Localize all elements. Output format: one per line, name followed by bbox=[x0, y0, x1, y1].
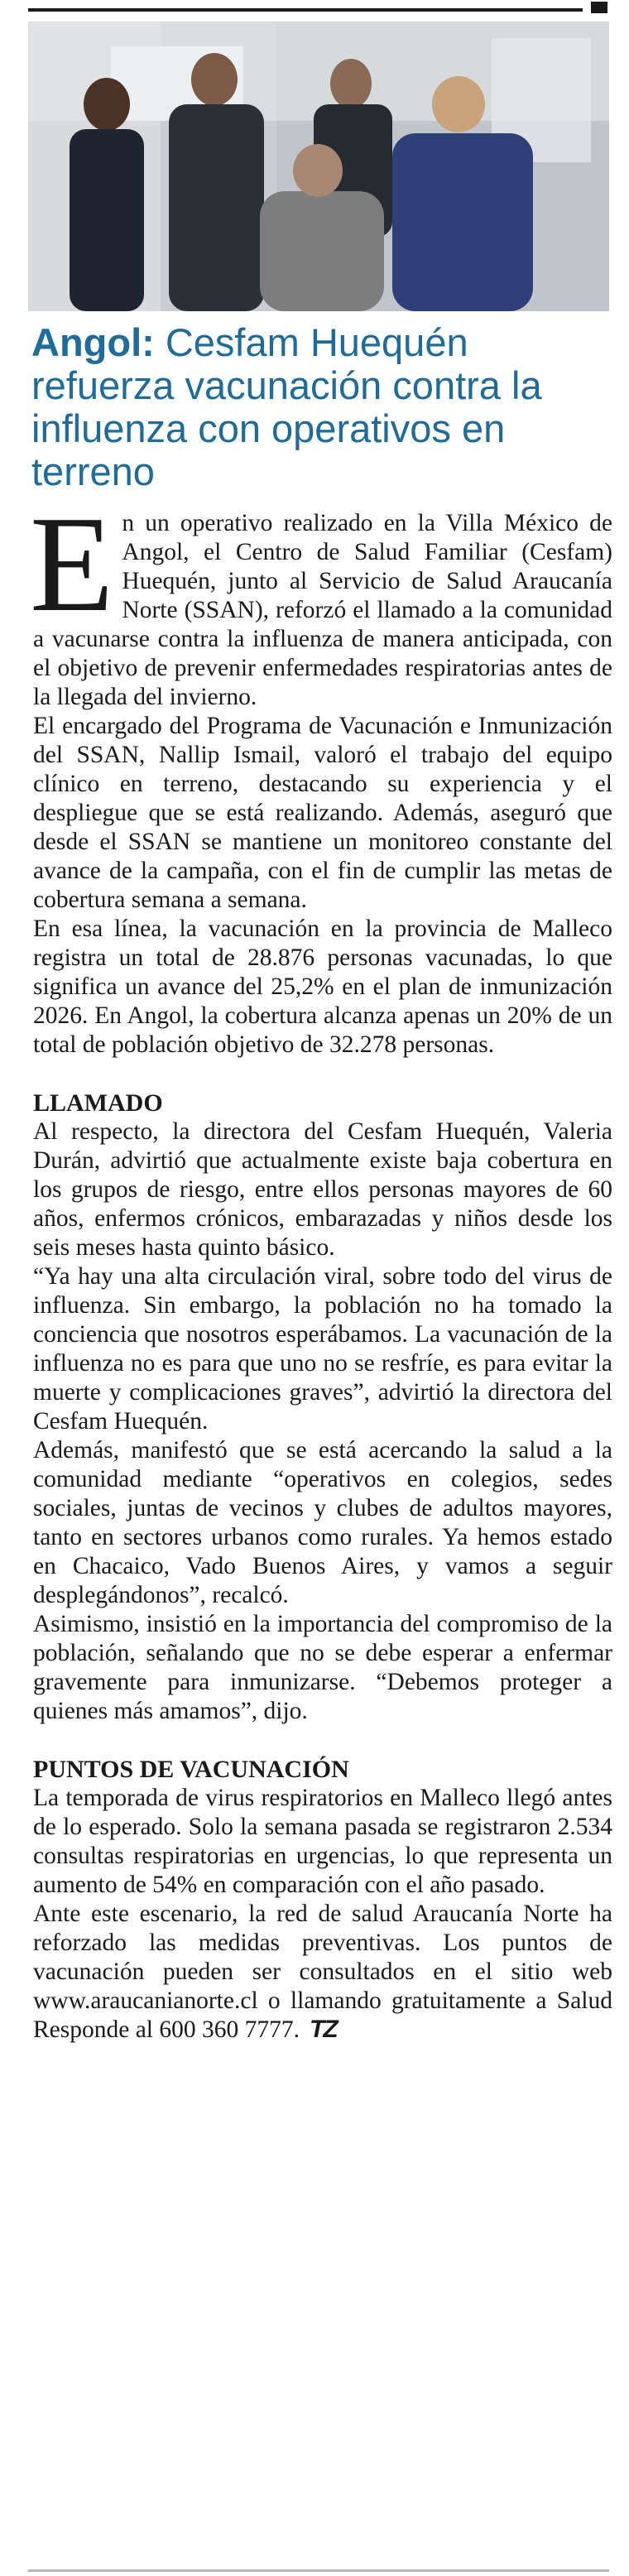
headline-text: Cesfam Huequén refuerza vacunación contra la influenza con operativos en terreno bbox=[31, 320, 542, 493]
paragraph-final-text: Ante este escenario, la red de salud Araucanía Norte ha reforzado las medidas preventivas. Los puntos de vacunación pueden ser consultados en el sitio web www.araucanianorte.cl o llamando gratuitamente a Salud Responde al 600 360 7777. bbox=[33, 1901, 612, 2043]
article-body bbox=[30, 488, 612, 2045]
top-rule bbox=[28, 8, 583, 12]
bottom-rule bbox=[28, 2569, 609, 2572]
newspaper-logo: TZ bbox=[310, 2016, 337, 2043]
spacer bbox=[33, 1726, 612, 1755]
vaccination-photo-illustration bbox=[28, 22, 609, 311]
page-corner-mark bbox=[591, 2, 607, 13]
paragraph-intro-text: n un operativo realizado en la Villa México de Angol, el Centro de Salud Familiar (Cesfam) Huequén, junto al Servicio de Salud Araucanía Norte (SSAN), reforzó el llamado a la comunidad a vacunarse contra la influenza de manera anticipada, con el objetivo de prevenir enfermedades respiratorias antes de la llegada del invierno. bbox=[33, 510, 612, 710]
headline bbox=[31, 321, 611, 493]
paragraph: Asimismo, insistió en la importancia del compromiso de la población, señalando que no se debe esperar a enfermar gravemente para inmunizarse. “Debemos proteger a quienes más amamos”, dijo. bbox=[33, 1611, 612, 1724]
section-title-llamado: LLAMADO bbox=[33, 1089, 163, 1117]
spacer bbox=[33, 1060, 612, 1089]
paragraph: La temporada de virus respiratorios en Malleco llegó antes de lo esperado. Solo la semana pasada se registraron 2.534 consultas respiratorias en urgencias, lo que representa un aumento de 54% en comparación con el año pasado. bbox=[33, 1785, 612, 1898]
paragraph: Además, manifestó que se está acercando la salud a la comunidad mediante “operativos en colegios, sedes sociales, juntas de vecinos y clubes de adultos mayores, tanto en sectores urbanos como rurales. Ya hemos estado en Chacaico, Vado Buenos Aires, y vamos a seguir desplegándonos”, recalcó. bbox=[33, 1437, 612, 1608]
paragraph: Al respecto, la directora del Cesfam Huequén, Valeria Durán, advirtió que actualmente existe baja cobertura en los grupos de riesgo, entre ellos personas mayores de 60 años, enfermos crónicos, embarazadas y niños desde los seis meses hasta quinto básico. bbox=[33, 1118, 612, 1261]
paragraph: “Ya hay una alta circulación viral, sobre todo del virus de influenza. Sin embargo, la población no ha tomado la conciencia que nosotros esperábamos. La vacunación de la influenza no es para que uno no se resfríe, es para evitar la muerte y complicaciones graves”, advirtió la directora del Cesfam Huequén. bbox=[33, 1263, 612, 1435]
top-border bbox=[0, 0, 629, 17]
paragraph-final bbox=[33, 1900, 612, 2045]
paragraph: El encargado del Programa de Vacunación e Inmunización del SSAN, Nallip Ismail, valoró el trabajo del equipo clínico en terreno, destacando su experiencia y el despliegue que se está realizando. Además, aseguró que desde el SSAN se mantiene un monitoreo constante del avance de la campaña, con el fin de cumplir las metas de cobertura semana a semana. bbox=[33, 713, 612, 913]
news-photo bbox=[28, 22, 609, 311]
drop-cap: E bbox=[30, 488, 114, 640]
paragraph: En esa línea, la vacunación en la provincia de Malleco registra un total de 28.876 personas vacunadas, lo que significa un avance del 25,2% en el plan de inmunización 2026. En Angol, la cobertura alcanza apenas un 20% de un total de población objetivo de 32.278 personas. bbox=[33, 916, 612, 1058]
paragraph-intro bbox=[30, 488, 612, 712]
section-title-puntos-de-vacunacion: PUNTOS DE VACUNACIÓN bbox=[33, 1756, 349, 1783]
headline-location: Angol: bbox=[31, 320, 155, 364]
